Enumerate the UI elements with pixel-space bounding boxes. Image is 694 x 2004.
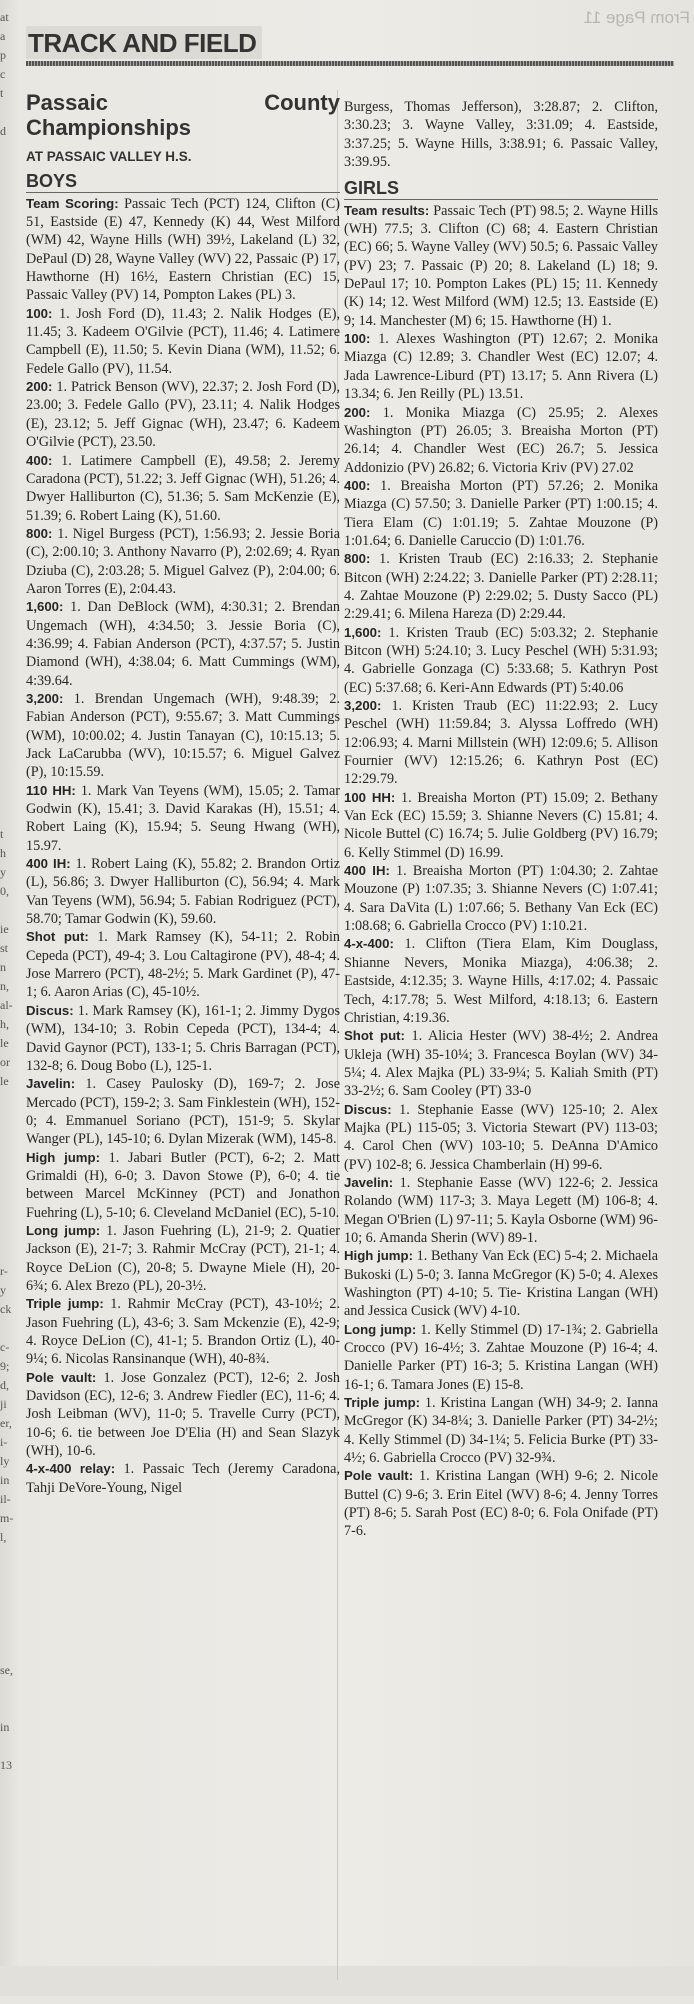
girls-event-results: 1. Kristina Langan (WH) 34-9; 2. Ianna McGregor (K) 34-8¼; 3. Danielle Parker (PT) 34-2½; 4. Kelly Stimmel (D) 34-1¼; 5. Felicia Burke (PT) 33-4½; 6. Gabriella Crocco (PV) 32-9¾. <box>344 1395 658 1467</box>
girls-result-paragraph <box>344 697 658 789</box>
girls-event-label: 800: <box>344 551 371 567</box>
boys-event-label: 800: <box>26 525 53 541</box>
girls-event-results: 1. Kristina Langan (WH) 9-6; 2. Nicole Buttel (C) 9-6; 3. Erin Eitel (WV) 8-6; 4. Jenny Torres (PT) 8-6; 5. Sarah Post (EC) 8-0; 6. Fola Onifade (PT) 7-6. <box>344 1468 658 1540</box>
girls-event-results: 1. Kelly Stimmel (D) 17-1¾; 2. Gabriella Crocco (PV) 16-4½; 3. Zahtae Mouzone (P) 16-4; 4. Danielle Parker (PT) 16-3; 5. Kristina Langan (WH) 16-1; 6. Tamara Jones (E) 15-8. <box>344 1321 659 1393</box>
girls-event-label: 1,600: <box>344 624 382 640</box>
girls-heading: GIRLS <box>344 179 658 199</box>
girls-event-label: 4-x-400: <box>344 936 394 952</box>
boys-result-paragraph <box>26 1295 340 1368</box>
boys-event-label: Triple jump: <box>26 1296 104 1312</box>
boys-result-paragraph <box>26 855 340 928</box>
boys-relay-continuation <box>344 98 658 171</box>
girls-event-results: 1. Monika Miazga (C) 25.95; 2. Alexes Washington (PT) 26.05; 3. Breaisha Morton (PT) 26.14; 4. Chandler West (EC) 26.7; 5. Jessica Addonizio (PV) 26.82; 6. Victoria Kriv (PV) 27.02 <box>344 404 658 476</box>
girls-event-label: Pole vault: <box>344 1468 414 1484</box>
boys-event-results: 1. Jabari Butler (PCT), 6-2; 2. Matt Grimaldi (H), 6-0; 3. Davon Stowe (P), 6-0; 4. tie between Marcel McKinney (PCT) and Jonathon Fuehring (L), 5-10; 6. Cleveland McDaniel (EC), 5-10. <box>26 1149 340 1221</box>
boys-result-paragraph <box>26 782 340 855</box>
boys-result-paragraph <box>26 1369 340 1461</box>
girls-result-paragraph <box>344 202 658 330</box>
adjacent-column-bleed: at a p c t d t h y 0, ie st n n, al- h, le or le r- y ck c- 9; d, ji er, i- ly in il- m- l, se, in 13 <box>0 10 14 1772</box>
girls-result-paragraph <box>344 550 658 623</box>
girls-result-paragraph <box>344 624 658 697</box>
boys-event-results: 1. Nigel Burgess (PCT), 1:56.93; 2. Jessie Boria (C), 2:00.10; 3. Anthony Navarro (P), 2:02.69; 4. Ryan Dziuba (C), 2:03.28; 5. Miguel Galvez (P), 2:04.00; 6. Aaron Torres (E), 2:04.43. <box>26 525 340 597</box>
boys-event-results: 1. Passaic Tech (Jeremy Caradona, Tahji DeVore-Young, Nigel <box>26 1461 340 1496</box>
page-bottom-shade <box>0 1966 694 1996</box>
girls-event-label: 100 HH: <box>344 789 396 805</box>
girls-event-results: 1. Stephanie Easse (WV) 122-6; 2. Jessica Rolando (WM) 117-3; 3. Maya Legett (M) 106-8; 4. Megan O'Brien (L) 97-11; 5. Kayla Osborne (WM) 96-10; 6. Amanda Sherin (WV) 89-1. <box>344 1174 658 1246</box>
girls-event-label: High jump: <box>344 1248 413 1264</box>
boys-event-label: High jump: <box>26 1149 100 1165</box>
girls-event-label: Team results: <box>344 202 430 218</box>
boys-relay-continued-text: Burgess, Thomas Jefferson), 3:28.87; 2. Clifton, 3:30.23; 3. Wayne Valley, 3:31.09; 4. Eastside, 3:37.25; 5. Wayne Hills, 3:38.91; 6. Passaic Valley, 3:39.95. <box>344 99 658 171</box>
boys-result-paragraph <box>26 305 340 378</box>
boys-event-label: Javelin: <box>26 1076 76 1092</box>
girls-result-paragraph <box>344 1467 658 1540</box>
girls-result-paragraph <box>344 862 658 935</box>
girls-event-results: 1. Breaisha Morton (PT) 1:04.30; 2. Zahtae Mouzone (P) 1:07.35; 3. Shianne Nevers (C) 1:07.41; 4. Sara DaVita (L) 1:07.66; 5. Bethany Van Eck (EC) 1:08.68; 6. Gabriella Crocco (PV) 1:10.21. <box>344 863 659 935</box>
girls-event-results: 1. Kristen Traub (EC) 5:03.32; 2. Stephanie Bitcon (WH) 5:24.10; 3. Lucy Peschel (WH) 5:31.93; 4. Gabrielle Gonzaga (C) 5:33.68; 5. Kathryn Post (EC) 5:37.68; 6. Keri-Ann Edwards (PT) 5:40.06 <box>344 624 658 696</box>
boys-result-paragraph <box>26 1460 340 1497</box>
girls-result-paragraph <box>344 477 658 550</box>
boys-event-label: Discus: <box>26 1002 74 1018</box>
boys-event-label: 4-x-400 relay: <box>26 1461 116 1477</box>
boys-event-label: 400: <box>26 452 53 468</box>
boys-event-label: Team Scoring: <box>26 195 119 211</box>
boys-result-paragraph <box>26 1002 340 1075</box>
girls-results <box>344 202 658 1541</box>
girls-event-label: 100: <box>344 331 371 347</box>
girls-result-paragraph <box>344 1027 658 1100</box>
boys-event-results: 1. Josh Ford (D), 11.43; 2. Nalik Hodges (E), 11.45; 3. Kadeem O'Gilvie (PCT), 11.46; 4. Latimere Campbell (E), 11.50; 5. Kevin Diana (WM), 11.52; 6. Fedele Gallo (PV), 11.54. <box>26 305 340 377</box>
boys-event-results: 1. Rahmir McCray (PCT), 43-10½; 2. Jason Fuehring (L), 43-6; 3. Sam Mckenzie (E), 42-9; 4. Royce DeLion (C), 41-1; 5. Brandon Ortiz (L), 40-9¼; 6. Nicolas Ransinanque (WH), 40-8¾. <box>26 1296 341 1368</box>
boys-event-results: 1. Latimere Campbell (E), 49.58; 2. Jeremy Caradona (PCT), 51.22; 3. Jeff Gignac (WH), 51.26; 4. Dwyer Halliburton (C), 51.36; 5. Sam McKenzie (E), 51.39; 6. Robert Laing (K), 51.60. <box>26 452 340 524</box>
girls-event-results: 1. Kristen Traub (EC) 11:22.93; 2. Lucy Peschel (WH) 11:59.84; 3. Alyssa Loffredo (WH) 12:06.93; 4. Marni Millstein (WH) 12:09.6; 5. Allison Fournier (WV) 12:15.26; 6. Kathryn Post (EC) 12:29.79. <box>344 698 658 788</box>
boys-result-paragraph <box>26 928 340 1001</box>
boys-result-paragraph <box>26 690 340 782</box>
girls-result-paragraph <box>344 1394 658 1467</box>
girls-event-results: 1. Breaisha Morton (PT) 57.26; 2. Monika Miazga (C) 57.50; 3. Danielle Parker (PT) 1:00.15; 4. Tiera Elam (C) 1:01.19; 5. Zahtae Mouzone (P) 1:01.64; 6. Danielle Caruccio (D) 1:01.76. <box>344 477 658 549</box>
girls-event-results: 1. Alexes Washington (PT) 12.67; 2. Monika Miazga (C) 12.89; 3. Chandler West (EC) 12.07; 4. Jada Lawrence-Liburd (PT) 13.17; 5. Ann Rivera (L) 13.34; 6. Jen Reilly (PL) 13.51. <box>344 331 658 403</box>
boys-event-results: 1. Patrick Benson (WV), 22.37; 2. Josh Ford (D), 23.00; 3. Fedele Gallo (PV), 23.11; 4. Nalik Hodges (E), 23.12; 5. Jeff Gignac (WH), 23.47; 6. Kadeem O'Gilvie (PCT), 23.50. <box>26 379 340 451</box>
boys-result-paragraph <box>26 1149 340 1222</box>
girls-event-results: 1. Kristen Traub (EC) 2:16.33; 2. Stephanie Bitcon (WH) 2:24.22; 3. Danielle Parker (PT) 2:28.11; 4. Zahtae Mouzone (P) 2:29.02; 5. Dusty Sacco (PL) 2:29.41; 6. Milena Hareza (D) 2:29.44. <box>344 551 658 623</box>
girls-event-label: Shot put: <box>344 1028 405 1044</box>
girls-event-label: 200: <box>344 404 371 420</box>
section-title: TRACK AND FIELD <box>26 26 262 59</box>
girls-event-results: 1. Stephanie Easse (WV) 125-10; 2. Alex Majka (PL) 115-05; 3. Victoria Stewart (PV) 113-03; 4. Carol Chen (WV) 103-10; 5. DeAnna D'Amico (PV) 102-8; 6. Jessica Chamberlain (H) 99-6. <box>344 1101 658 1173</box>
boys-event-results: 1. Brendan Ungemach (WH), 9:48.39; 2. Fabian Anderson (PCT), 9:55.67; 3. Matt Cummings (WM), 10:00.02; 4. Justin Tanayan (C), 10:15.13; 5. Jack LaCarubba (WV), 10:15.57; 6. Miguel Galvez (P), 10:15.59. <box>26 690 340 781</box>
boys-event-label: Shot put: <box>26 929 89 945</box>
girls-event-results: 1. Breaisha Morton (PT) 15.09; 2. Bethany Van Eck (EC) 15.59; 3. Shianne Nevers (C) 15.81; 4. Nicole Buttel (C) 16.74; 5. Julie Goldberg (PV) 16.79; 6. Kelly Stimmel (D) 16.99. <box>344 789 658 861</box>
boys-heading: BOYS <box>26 172 340 192</box>
girls-result-paragraph <box>344 1101 658 1174</box>
meet-title: Passaic County Championships <box>26 90 340 140</box>
boys-event-results: 1. Mark Van Teyens (WM), 15.05; 2. Tamar Godwin (K), 15.41; 3. David Karakas (H), 15.51; 4. Robert Laing (K), 15.94; 5. Seung Hwang (WH), 15.97. <box>26 782 340 854</box>
boys-result-paragraph <box>26 378 340 451</box>
boys-result-paragraph <box>26 525 340 598</box>
boys-result-paragraph <box>26 195 340 305</box>
girls-event-label: Javelin: <box>344 1174 394 1190</box>
girls-result-paragraph <box>344 1247 658 1320</box>
boys-result-paragraph <box>26 1222 340 1295</box>
boys-event-results: 1. Casey Paulosky (D), 169-7; 2. Jose Mercado (PCT), 159-2; 3. Sam Finklestein (WH), 152-0; 4. Emmanuel Soriano (PCT), 151-9; 5. Skylar Wanger (PL), 145-10; 6. Dylan Mizerak (WM), 145-8. <box>26 1076 340 1148</box>
girls-event-label: 3,200: <box>344 698 382 713</box>
boys-event-label: 3,200: <box>26 690 64 706</box>
boys-event-label: 100: <box>26 305 53 321</box>
boys-event-label: 200: <box>26 379 53 395</box>
boys-result-paragraph <box>26 598 340 690</box>
section-header <box>26 26 674 66</box>
boys-result-paragraph <box>26 452 340 525</box>
boys-event-results: 1. Jose Gonzalez (PCT), 12-6; 2. Josh Davidson (EC), 12-6; 3. Andrew Fiedler (EC), 11-6; 4. Josh Leibman (WV), 11-0; 5. Travelle Curry (PCT), 10-6; 6. tie between Joe D'Elia (H) and Sean Slazyk (WH), 10-6. <box>26 1369 340 1460</box>
girls-result-paragraph <box>344 789 658 862</box>
girls-result-paragraph <box>344 1321 658 1394</box>
girls-event-results: 1. Bethany Van Eck (EC) 5-4; 2. Michaela Bukoski (L) 5-0; 3. Ianna McGregor (K) 5-0; 4. Alexes Washington (PT) 4-10; 5. Tie- Kristina Langan (WH) and Jessica Cusick (WV) 4-10. <box>344 1248 658 1320</box>
boys-event-results: Passaic Tech (PCT) 124, Clifton (C) 51, Eastside (E) 47, Kennedy (K) 44, West Milford (WM) 42, Wayne Hills (WH) 39½, Lakeland (L) 32, DePaul (D) 28, Wayne Valley (WV) 22, Passaic (P) 17, Hawthorne (H) 16½, Eastern Christian (EC) 15, Passaic Valley (PV) 14, Pompton Lakes (PL) 3. <box>26 195 340 304</box>
girls-event-label: 400: <box>344 477 371 493</box>
show-through-text: From Page 11 <box>583 8 690 27</box>
venue-line: AT PASSAIC VALLEY H.S. <box>26 149 192 164</box>
boys-event-label: Pole vault: <box>26 1369 97 1385</box>
girls-result-paragraph <box>344 330 658 403</box>
boys-event-label: 1,600: <box>26 599 64 615</box>
girls-result-paragraph <box>344 935 658 1027</box>
column-left <box>26 90 340 1497</box>
section-rule <box>26 61 674 66</box>
boys-event-results: 1. Mark Ramsey (K), 54-11; 2. Robin Cepeda (PCT), 49-4; 3. Lou Caltagirone (PV), 48-4; 4. Jose Marrero (PCT), 48-2½; 5. Mark Gardinet (P), 47-1; 6. Aaron Arias (C), 45-10½. <box>26 929 340 1001</box>
boys-event-results: 1. Jason Fuehring (L), 21-9; 2. Quatier Jackson (E), 21-7; 3. Rahmir McCray (PCT), 21-1; 4. Royce DeLion (C), 20-8; 5. Dwayne Miele (H), 20-6¾; 6. Alex Brezo (PL), 20-3½. <box>26 1222 340 1294</box>
boys-event-label: 110 HH: <box>26 782 76 798</box>
girls-event-label: Long jump: <box>344 1321 417 1337</box>
boys-event-results: 1. Dan DeBlock (WM), 4:30.31; 2. Brendan Ungemach (WH), 4:34.50; 3. Jessie Boria (C), 4:36.99; 4. Fabian Anderson (PCT), 4:37.57; 5. Justin Diamond (WH), 4:38.04; 6. Matt Cummings (WM), 4:39.64. <box>26 599 340 689</box>
girls-event-results: Passaic Tech (PT) 98.5; 2. Wayne Hills (WH) 77.5; 3. Clifton (C) 68; 4. Eastern Christian (EC) 66; 5. Wayne Valley (WV) 50.5; 6. Passaic Valley (PV) 23; 7. Passaic (P) 20; 8. Lakeland (L) 18; 9. DePaul 17; 10. Pompton Lakes (PL) 15; 11. Kennedy (K) 14; 12. West Milford (WM) 12.5; 13. Eastside (E) 9; 14. Manchester (M) 6; 15. Hawthorne (H) 1. <box>344 202 658 329</box>
girls-event-results: 1. Alicia Hester (WV) 38-4½; 2. Andrea Ukleja (WH) 35-10¼; 3. Francesca Boylan (WV) 34-5¼; 4. Alex Majka (PL) 33-9¼; 5. Kaliah Smith (PT) 33-2½; 6. Sam Cooley (PT) 33-0 <box>344 1028 658 1100</box>
boys-event-results: 1. Mark Ramsey (K), 161-1; 2. Jimmy Dygos (WM), 134-10; 3. Robin Cepeda (PCT), 134-4; 4. David Gaynor (PCT), 133-1; 5. Chris Barragan (PCT), 132-8; 6. Doug Bobo (L), 125-1. <box>26 1002 340 1074</box>
boys-event-results: 1. Robert Laing (K), 55.82; 2. Brandon Ortiz (L), 56.86; 3. Dwyer Halliburton (C), 56.94; 4. Mark Van Teyens (WM), 56.94; 5. Fabian Rodriguez (PCT), 58.70; Tamar Godwin (K), 59.60. <box>26 856 340 928</box>
girls-event-results: 1. Clifton (Tiera Elam, Kim Douglass, Shianne Nevers, Monika Miazga), 4:06.38; 2. Eastside, 4:12.35; 3. Wayne Hills, 4:17.02; 4. Passaic Tech, 4:17.78; 5. West Milford, 4:18.13; 6. Eastern Christian, 4:19.36. <box>344 936 658 1026</box>
boys-event-label: 400 IH: <box>26 856 71 872</box>
boys-result-paragraph <box>26 1075 340 1148</box>
girls-result-paragraph <box>344 1174 658 1247</box>
girls-result-paragraph <box>344 404 658 477</box>
boys-event-label: Long jump: <box>26 1222 101 1238</box>
girls-event-label: Discus: <box>344 1101 392 1117</box>
boys-results <box>26 195 340 1497</box>
girls-event-label: 400 IH: <box>344 863 390 879</box>
girls-event-label: Triple jump: <box>344 1395 421 1411</box>
column-right <box>344 98 658 1541</box>
